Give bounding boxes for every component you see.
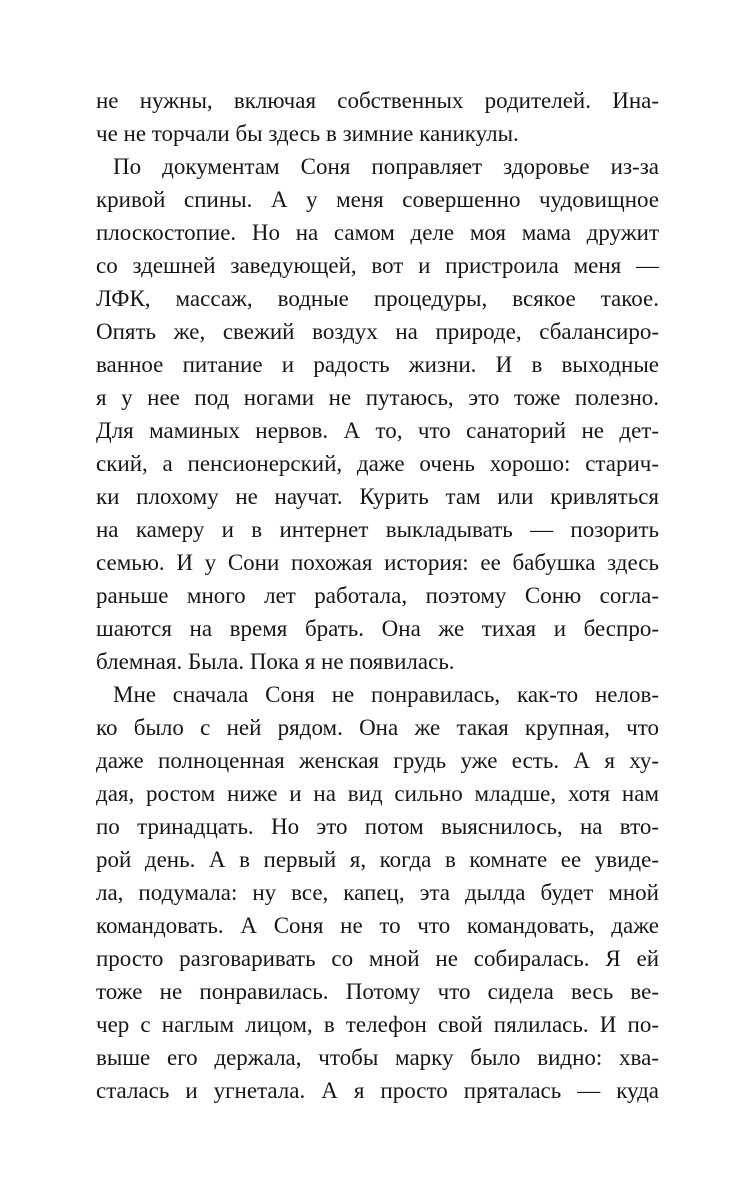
text-line: я у нее под ногами не путаюсь, это тоже полезно. [96,385,659,410]
text-line: раньше много лет работала, поэтому Соню согла- [96,583,659,608]
text-line: не нужны, включая собственных родителей. Ина- [96,88,659,113]
text-line: ла, подумала: ну все, капец, эта дылда будет мной [96,880,659,905]
text-line: даже полноценная женская грудь уже есть. А я ху- [96,748,659,773]
text-line: плоскостопие. Но на самом деле моя мама дружит [96,220,659,245]
paragraph [96,84,659,150]
text-line: шаются на время брать. Она же тихая и беспро- [96,616,659,641]
paragraph [96,150,659,678]
text-line: на камеру и в интернет выкладывать — позорить [96,517,659,542]
book-page-text [96,84,659,1107]
text-line: со здешней заведующей, вот и пристроила меня — [96,253,659,278]
text-line: просто разговаривать со мной не собиралась. Я ей [96,946,659,971]
text-line: сталась и угнетала. А я просто пряталась — куда [96,1078,659,1103]
paragraph [96,678,659,1107]
text-line: рой день. А в первый я, когда в комнате ее увиде- [96,847,659,872]
text-line: по тринадцать. Но это потом выяснилось, на вто- [96,814,659,839]
text-line: Мне сначала Соня не понравилась, как-то нелов- [113,682,659,707]
text-line: чер с наглым лицом, в телефон свой пялилась. И по- [96,1012,659,1037]
text-line: блемная. Была. Пока я не появилась. [96,649,455,674]
text-line: дая, ростом ниже и на вид сильно младше, хотя нам [96,781,659,806]
text-line: командовать. А Соня не то что командовать, даже [96,913,659,938]
text-line: ванное питание и радость жизни. И в выходные [96,352,659,377]
text-line: Опять же, свежий воздух на природе, сбалансиро- [96,319,659,344]
text-line: ко было с ней рядом. Она же такая крупная, что [96,715,659,740]
text-line: кривой спины. А у меня совершенно чудовищное [96,187,659,212]
text-line: Для маминых нервов. А то, что санаторий не дет- [96,418,659,443]
text-line: че не торчали бы здесь в зимние каникулы. [96,121,519,146]
text-line: ки плохому не научат. Курить там или кривляться [96,484,659,509]
text-line: По документам Соня поправляет здоровье из-за [113,154,659,179]
text-line: ский, а пенсионерский, даже очень хорошо: старич- [96,451,659,476]
text-line: выше его держала, чтобы марку было видно: хва- [96,1045,659,1070]
text-line: семью. И у Сони похожая история: ее бабушка здесь [96,550,659,575]
text-line: ЛФК, массаж, водные процедуры, всякое такое. [96,286,659,311]
text-line: тоже не понравилась. Потому что сидела весь ве- [96,979,659,1004]
